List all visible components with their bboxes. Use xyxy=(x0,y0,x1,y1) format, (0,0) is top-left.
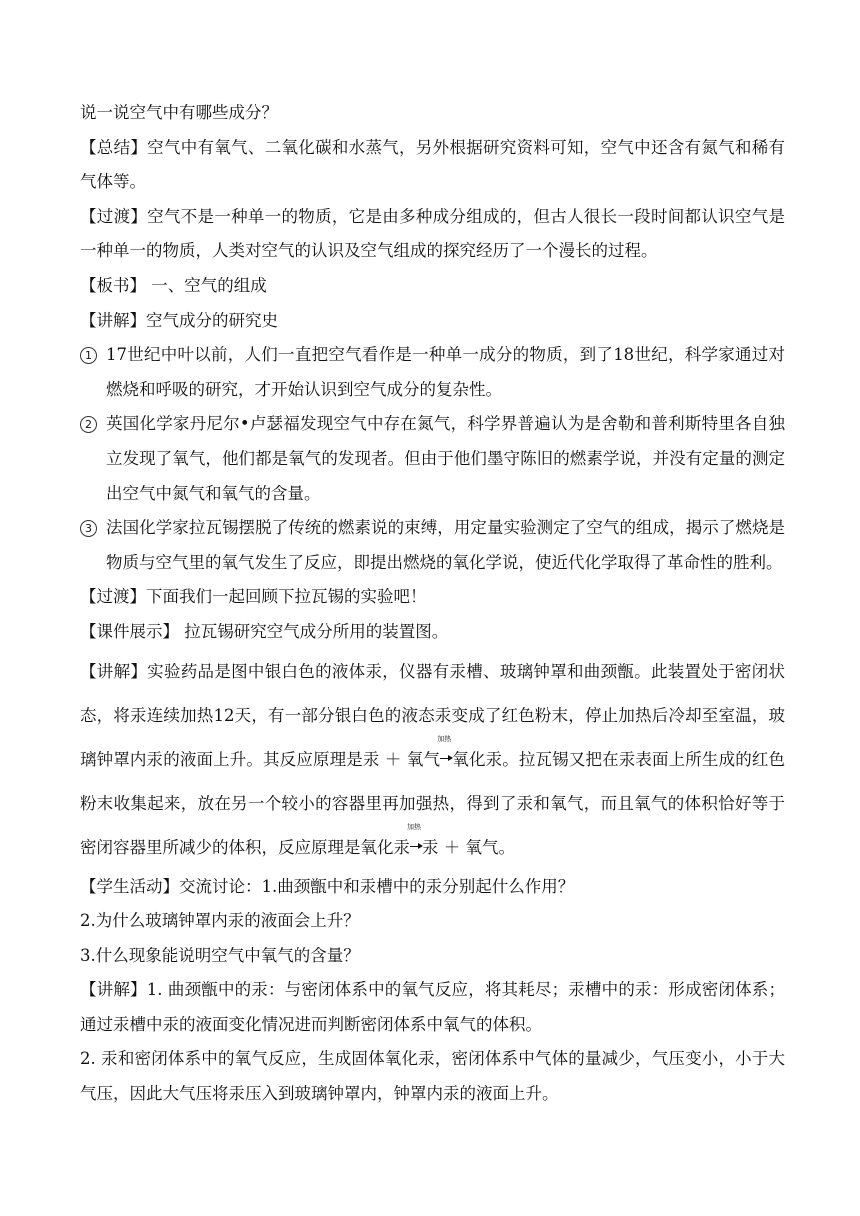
question-line: 说一说空气中有哪些成分？ xyxy=(80,103,278,122)
transition-paragraph-2: 【过渡】下面我们一起回顾下拉瓦锡的实验吧！ xyxy=(80,587,427,607)
transition-paragraph: 【过渡】空气不是一种单一的物质，它是由多种成分组成的，但古人很长一段时间都认识空气是一种单一的物质，人类对空气的认识及空气组成的探究经历了一个漫长的过程。 xyxy=(80,206,785,261)
courseware-line: 【课件展示】 拉瓦锡研究空气成分所用的装置图。 xyxy=(80,621,449,641)
experiment-explanation xyxy=(80,650,785,870)
answer-paragraph-1: 【讲解】1. 曲颈甑中的汞：与密闭体系中的氧气反应，将其耗尽；汞槽中的汞：形成密闭体系；通过汞槽中汞的液面变化情况进而判断密闭体系中氧气的体积。 xyxy=(80,980,785,1034)
explanation-text-2: 氧化汞。拉瓦锡又把在汞表面上所生成的红色粉末收集起来，放在另一个较小的容器里再加强热，得到了汞和氧气，而且氧气的体积恰好等于密闭容器里所减少的体积，反应原理是氧化汞 xyxy=(80,749,785,857)
reaction-condition: 加热 xyxy=(407,822,421,831)
activity-question-1: 【学生活动】交流讨论：1.曲颈甑中和汞槽中的汞分别起什么作用？ xyxy=(80,876,575,896)
circled-number: 3 xyxy=(80,520,97,537)
history-item-text: 英国化学家丹尼尔•卢瑟福发现空气中存在氮气，科学界普遍认为是舍勒和普利斯特里各自独立发现了氧气，他们都是氧气的发现者。但由于他们墨守陈旧的燃素学说，并没有定量的测定出空气中氮气和氧气的含量。 xyxy=(106,414,785,503)
lesson-body xyxy=(80,96,785,1112)
summary-paragraph: 【总结】空气中有氧气、二氧化碳和水蒸气，另外根据研究资料可知，空气中还含有氮气和稀有气体等。 xyxy=(80,137,785,192)
history-item xyxy=(80,407,785,511)
history-item xyxy=(80,338,785,407)
circled-number: 2 xyxy=(80,416,97,433)
answer-paragraph-2: 2. 汞和密闭体系中的氧气反应，生成固体氧化汞，密闭体系中气体的量减少，气压变小，小于大气压，因此大气压将汞压入到玻璃钟罩内，钟罩内汞的液面上升。 xyxy=(80,1049,785,1104)
board-heading: 【板书】 一、空气的组成 xyxy=(80,275,267,295)
activity-question-3: 3.什么现象能说明空气中氧气的含量？ xyxy=(80,945,360,965)
explain-heading: 【讲解】空气成分的研究史 xyxy=(80,310,278,330)
explanation-text-3: 汞 ＋ 氧气。 xyxy=(422,837,515,857)
history-item-text: 17世纪中叶以前，人们一直把空气看作是一种单一成分的物质，到了18世纪，科学家通过对燃烧和呼吸的研究，才开始认识到空气成分的复杂性。 xyxy=(106,345,785,399)
activity-question-2: 2.为什么玻璃钟罩内汞的液面会上升？ xyxy=(80,911,360,931)
history-item xyxy=(80,511,785,580)
reaction-condition: 加热 xyxy=(437,734,452,743)
reaction-arrow xyxy=(437,734,452,765)
reaction-arrow xyxy=(407,822,422,853)
circled-number: 1 xyxy=(80,347,97,364)
history-item-text: 法国化学家拉瓦锡摆脱了传统的燃素说的束缚，用定量实验测定了空气的组成，揭示了燃烧是物质与空气里的氧气发生了反应，即提出燃烧的氧化学说，使近代化学取得了革命性的胜利。 xyxy=(106,518,785,572)
explanation-text-1: 【讲解】实验药品是图中银白色的液体汞，仪器有汞槽、玻璃钟罩和曲颈甑。此装置处于密闭状态，将汞连续加热12天，有一部分银白色的液态汞变成了红色粉末，停止加热后冷却至室温，玻璃钟罩内汞的液面上升。其反应原理是汞 ＋ 氧气 xyxy=(80,661,785,769)
